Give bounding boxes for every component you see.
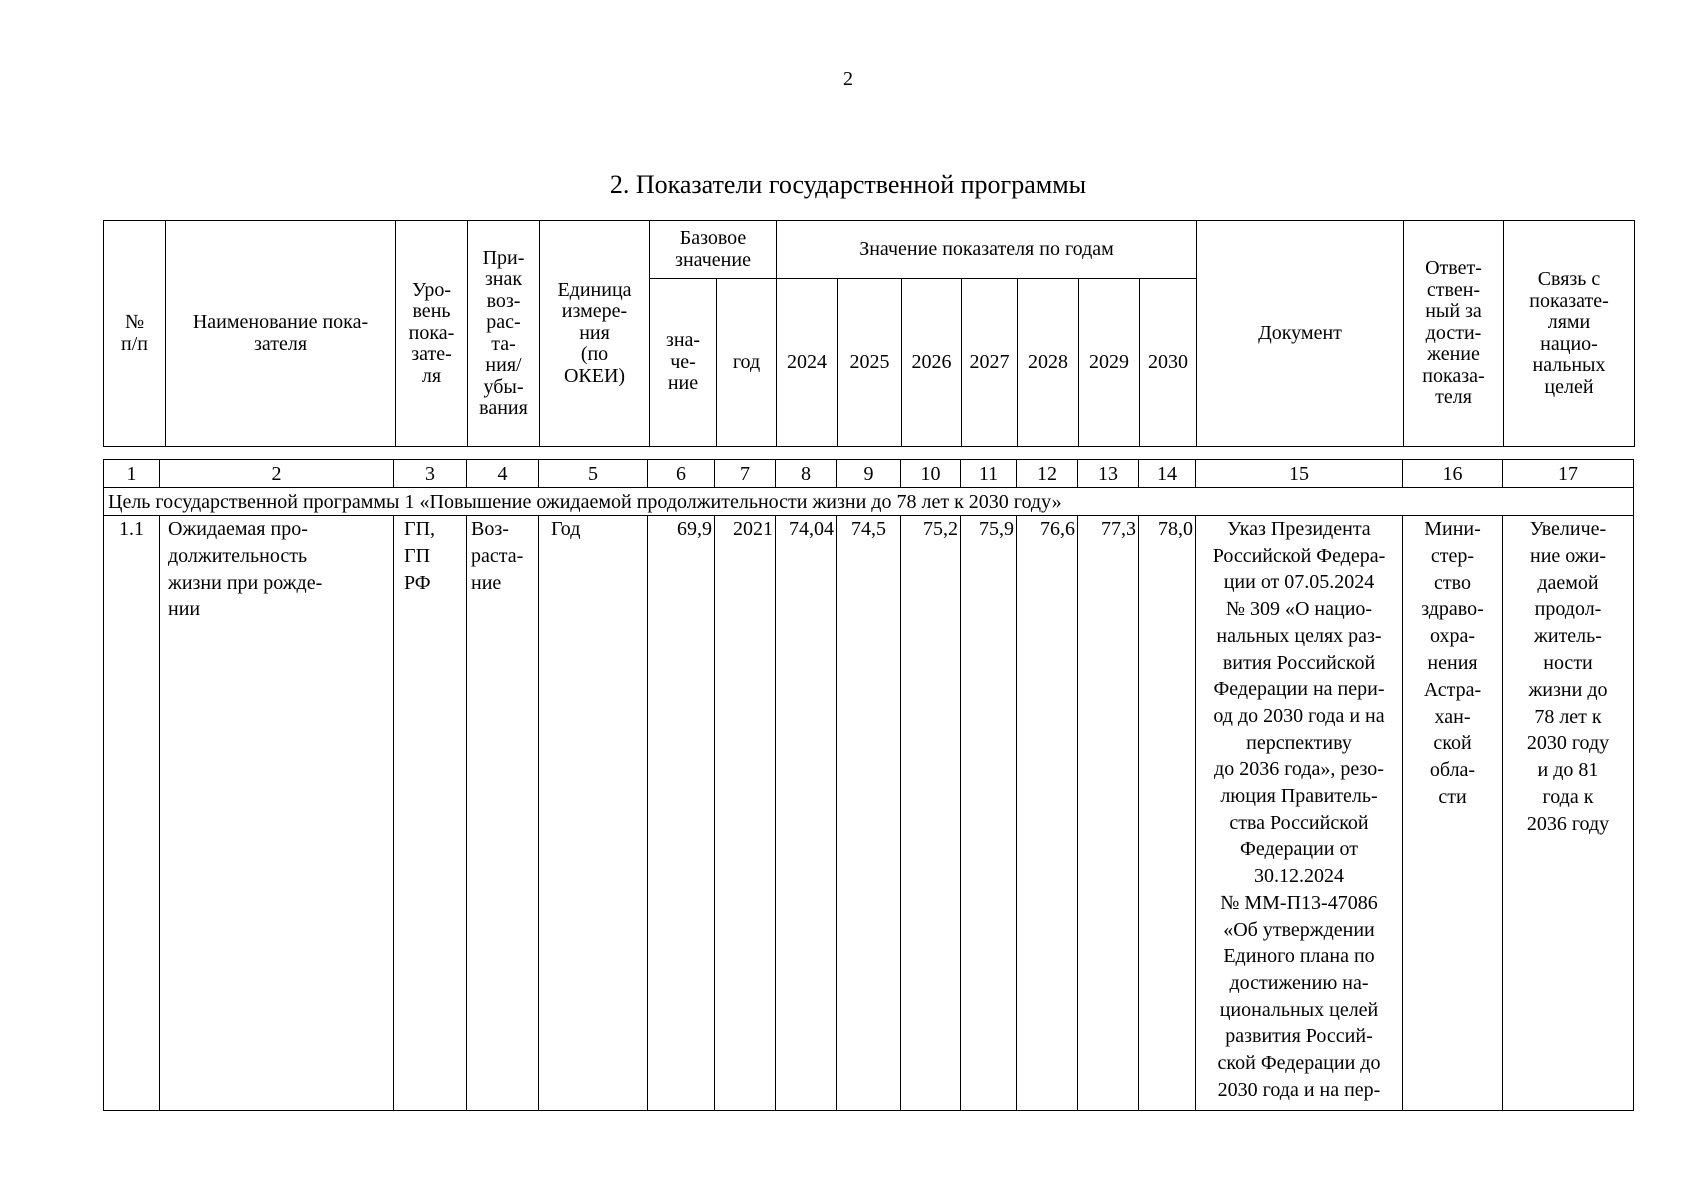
column-number: 14	[1139, 460, 1196, 488]
header-level: Уро- вень пока- зате- ля	[396, 221, 468, 447]
column-number: 1	[104, 460, 160, 488]
row-responsible: Мини- стер- ство здраво- охра- нения Астра- хан- ской обла- сти	[1403, 516, 1503, 1111]
column-number: 2	[160, 460, 394, 488]
header-year-2028: 2028	[1018, 279, 1079, 447]
header-years-group: Значение показателя по годам	[777, 221, 1197, 279]
goal-title: Цель государственной программы 1 «Повышение ожидаемой продолжительности жизни до 78 лет к 2030 году»	[104, 488, 1634, 516]
column-number: 11	[961, 460, 1017, 488]
page-number: 2	[843, 68, 853, 90]
header-base-value: зна- че- ние	[650, 279, 717, 447]
row-value-2024: 74,04	[776, 516, 837, 1111]
row-level: ГП, ГП РФ	[394, 516, 467, 1111]
header-num: № п/п	[104, 221, 166, 447]
column-number: 17	[1503, 460, 1634, 488]
row-value-2027: 75,9	[961, 516, 1017, 1111]
row-name: Ожидаемая про- должительность жизни при рожде- нии	[160, 516, 394, 1111]
table-row	[104, 516, 1634, 1111]
row-value-2030: 78,0	[1139, 516, 1196, 1111]
header-unit: Единица измере- ния (по ОКЕИ)	[540, 221, 650, 447]
column-numbers-row	[104, 460, 1634, 488]
row-value-2029: 77,3	[1078, 516, 1139, 1111]
header-year-2025: 2025	[838, 279, 902, 447]
header-sign: При- знак воз- рас- та- ния/ убы- вания	[468, 221, 540, 447]
row-sign: Воз- раста- ние	[467, 516, 539, 1111]
indicators-body-table	[103, 459, 1634, 1111]
column-number: 5	[539, 460, 648, 488]
column-number: 10	[901, 460, 961, 488]
row-base-value: 69,9	[648, 516, 715, 1111]
row-value-2028: 76,6	[1017, 516, 1078, 1111]
column-number: 6	[648, 460, 715, 488]
header-document: Документ	[1197, 221, 1404, 447]
column-number: 3	[394, 460, 467, 488]
row-num: 1.1	[104, 516, 160, 1111]
column-number: 8	[776, 460, 837, 488]
column-number: 9	[837, 460, 901, 488]
header-year-2026: 2026	[902, 279, 962, 447]
indicators-header-table	[103, 220, 1635, 447]
column-number: 7	[715, 460, 776, 488]
row-value-2025: 74,5	[837, 516, 901, 1111]
column-number: 15	[1196, 460, 1403, 488]
row-base-year: 2021	[715, 516, 776, 1111]
header-year-2024: 2024	[777, 279, 838, 447]
header-year-2030: 2030	[1140, 279, 1197, 447]
header-responsible: Ответ- ствен- ный за дости- жение показа- теля	[1404, 221, 1504, 447]
header-base-group: Базовое значение	[650, 221, 777, 279]
row-document: Указ Президента Российской Федера- ции от 07.05.2024 № 309 «О нацио- нальных целях раз- вития Российской Федерации на пери- од до 2030 года и на перспективу до 2036 года», резо- люция Правитель- ства Российской Федерации от 30.12.2024 № ММ-П13-47086 «Об утверждении Единого плана по достижению на- циональных целей развития Россий- ской Федерации до 2030 года и на пер-	[1212, 518, 1386, 1101]
header-year-2027: 2027	[962, 279, 1018, 447]
section-title: 2. Показатели государственной программы	[609, 170, 1087, 199]
header-name: Наименование пока- зателя	[166, 221, 396, 447]
goal-row	[104, 488, 1634, 516]
column-number: 16	[1403, 460, 1503, 488]
header-base-year: год	[717, 279, 777, 447]
column-number: 4	[467, 460, 539, 488]
header-link: Связь с показате- лями нацио- нальных целей	[1504, 221, 1635, 447]
row-value-2026: 75,2	[901, 516, 961, 1111]
column-number: 13	[1078, 460, 1139, 488]
row-unit: Год	[539, 516, 648, 1111]
column-number: 12	[1017, 460, 1078, 488]
row-document-cell	[1196, 516, 1403, 1111]
row-link: Увеличе- ние ожи- даемой продол- житель- ности жизни до 78 лет к 2030 году и до 81 года к 2036 году	[1503, 516, 1634, 1111]
header-year-2029: 2029	[1079, 279, 1140, 447]
